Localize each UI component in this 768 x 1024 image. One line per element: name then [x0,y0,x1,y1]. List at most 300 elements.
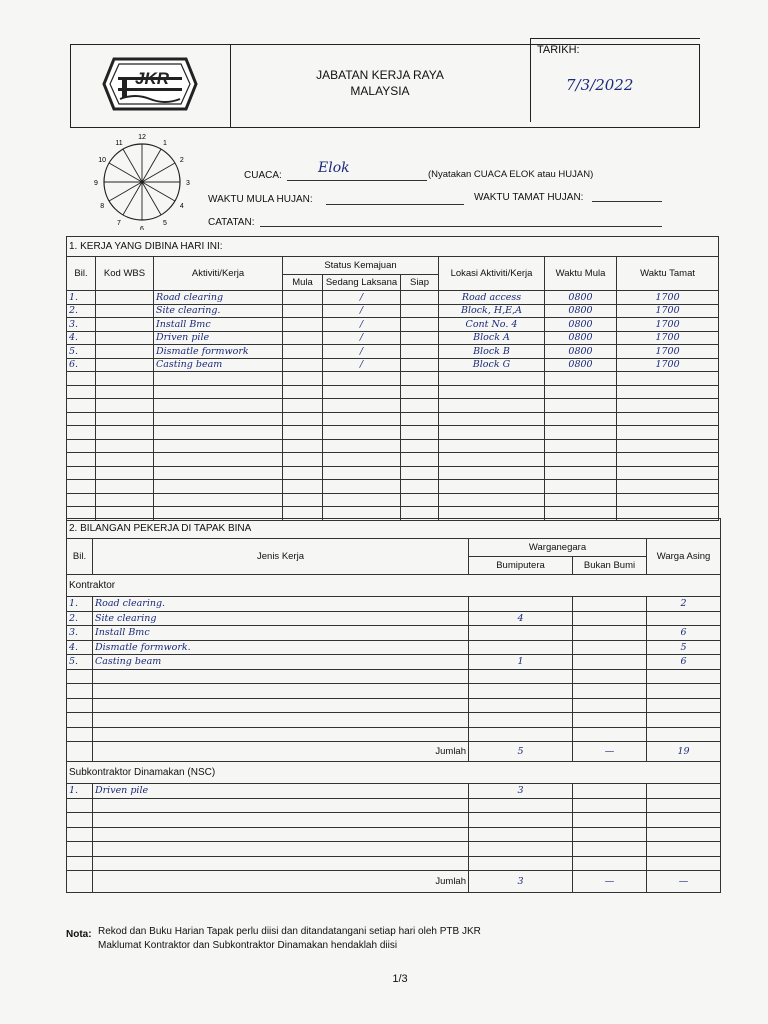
activity-cell-kod [96,426,154,440]
activity-row [67,426,719,440]
worker-cell-bukan [573,713,647,728]
activity-row [67,399,719,413]
worker-row [67,611,721,626]
activity-cell-wt [617,385,719,399]
nsc-total-bumi: 3 [469,871,573,893]
activity-cell-mula [283,291,323,305]
worker-cell-bil [67,798,93,813]
activity-cell-kod [96,466,154,480]
worker-cell-asing: 6 [647,626,721,641]
activity-row [67,291,719,305]
nsc-total-asing: — [647,871,721,893]
worker-cell-asing [647,798,721,813]
worker-cell-bumi [469,827,573,842]
worker-cell-bil [67,827,93,842]
col-bukan-bumi: Bukan Bumi [573,557,647,575]
activity-cell-siap [401,399,439,413]
col-aktiviti: Aktiviti/Kerja [154,257,283,291]
activity-cell-aktiviti: Dismatle formwork [154,345,283,359]
activity-cell-wt: 1700 [617,358,719,372]
activity-row [67,345,719,359]
agency-title-line2: MALAYSIA [350,84,410,98]
clock-spoke [142,149,161,182]
activity-cell-wt [617,466,719,480]
worker-cell-bil: 4. [67,640,93,655]
worker-row [67,856,721,871]
col-kod-wbs: Kod WBS [96,257,154,291]
activity-cell-kod [96,439,154,453]
clock-spoke [142,182,161,215]
worker-cell-asing [647,842,721,857]
activity-cell-wm [545,439,617,453]
nota-line2: Maklumat Kontraktor dan Subkontraktor Dinamakan hendaklah diisi [98,940,398,951]
activity-cell-bil: 1. [67,291,96,305]
agency-title-line1: JABATAN KERJA RAYA [316,68,444,82]
kontraktor-total-label: Jumlah [93,742,469,762]
activity-cell-lokasi [439,426,545,440]
worker-cell-jenis [93,798,469,813]
worker-cell-bil: 3. [67,626,93,641]
worker-cell-bil [67,856,93,871]
clock-number: 1 [163,140,167,148]
worker-cell-jenis [93,813,469,828]
activity-cell-aktiviti [154,385,283,399]
worker-cell-bukan [573,626,647,641]
activity-cell-wm [545,466,617,480]
jkr-logo-text: JKR [134,69,170,88]
col-siap: Siap [401,275,439,291]
activity-cell-siap [401,412,439,426]
activity-row [67,480,719,494]
activity-cell-siap [401,493,439,507]
worker-row [67,842,721,857]
activity-cell-bil [67,439,96,453]
activity-cell-wt: 1700 [617,331,719,345]
worker-cell-jenis [93,698,469,713]
worker-cell-bukan [573,597,647,612]
activity-cell-aktiviti: Casting beam [154,358,283,372]
rain-end-label: WAKTU TAMAT HUJAN: [474,192,584,203]
worker-cell-asing [647,784,721,799]
activity-cell-mula [283,480,323,494]
activity-cell-wt: 1700 [617,345,719,359]
worker-cell-bil: 5. [67,655,93,670]
activity-cell-wm [545,453,617,467]
activity-cell-lokasi [439,453,545,467]
activity-cell-wt: 1700 [617,318,719,332]
activity-cell-bil: 6. [67,358,96,372]
col-warganegara: Warganegara [469,539,647,557]
activity-cell-wt: 1700 [617,291,719,305]
worker-cell-jenis: Site clearing [93,611,469,626]
notes-label: CATATAN: [208,217,255,228]
cuaca-label: CUACA: [244,170,282,181]
clock-number: 4 [179,203,184,210]
activity-row [67,304,719,318]
worker-cell-bumi [469,684,573,699]
clock-number: 11 [115,140,123,148]
worker-cell-bumi: 4 [469,611,573,626]
worker-cell-bukan [573,669,647,684]
worker-row [67,669,721,684]
activity-cell-kod [96,345,154,359]
activity-cell-kod [96,493,154,507]
worker-cell-jenis [93,856,469,871]
activity-cell-siap [401,426,439,440]
activity-cell-kod [96,453,154,467]
worker-cell-asing [647,827,721,842]
worker-cell-bumi [469,698,573,713]
activity-cell-siap [401,331,439,345]
activity-cell-sedang [323,493,401,507]
worker-cell-bil [67,698,93,713]
worker-cell-asing [647,713,721,728]
activity-cell-aktiviti [154,372,283,386]
activity-cell-aktiviti [154,412,283,426]
activity-cell-mula [283,493,323,507]
activity-cell-wt [617,453,719,467]
activity-cell-sedang [323,426,401,440]
worker-cell-jenis: Driven pile [93,784,469,799]
worker-row [67,626,721,641]
activity-cell-bil: 2. [67,304,96,318]
worker-cell-asing [647,813,721,828]
activity-cell-siap [401,345,439,359]
worker-cell-bil [67,684,93,699]
activity-cell-kod [96,318,154,332]
activity-cell-wt [617,426,719,440]
activity-cell-sedang [323,439,401,453]
worker-cell-bil [67,669,93,684]
activity-cell-lokasi: Road access [439,291,545,305]
activity-cell-lokasi [439,399,545,413]
activity-cell-aktiviti [154,439,283,453]
worker-cell-jenis [93,842,469,857]
worker-row [67,713,721,728]
worker-row [67,727,721,742]
col-mula: Mula [283,275,323,291]
kontraktor-total-asing: 19 [647,742,721,762]
activity-cell-bil: 4. [67,331,96,345]
activity-cell-mula [283,385,323,399]
activity-cell-mula [283,345,323,359]
col-waktu-tamat: Waktu Tamat [617,257,719,291]
worker-cell-jenis [93,727,469,742]
activity-cell-wm: 0800 [545,358,617,372]
worker-cell-asing [647,684,721,699]
worker-cell-bukan [573,655,647,670]
activity-cell-kod [96,385,154,399]
cuaca-value: Elok [318,160,350,176]
activity-cell-mula [283,439,323,453]
activity-cell-siap [401,358,439,372]
worker-cell-jenis: Casting beam [93,655,469,670]
activity-cell-kod [96,358,154,372]
worker-cell-jenis: Dismatle formwork. [93,640,469,655]
activity-cell-siap [401,480,439,494]
rain-start-label: WAKTU MULA HUJAN: [208,194,313,205]
activity-cell-wm [545,399,617,413]
activity-cell-wt [617,399,719,413]
activity-cell-kod [96,399,154,413]
activity-cell-kod [96,331,154,345]
worker-cell-bumi [469,798,573,813]
kontraktor-total-bumi: 5 [469,742,573,762]
kontraktor-label: Kontraktor [67,575,721,597]
clock-number: 2 [179,157,184,164]
activity-cell-lokasi [439,439,545,453]
activity-cell-wm: 0800 [545,318,617,332]
worker-cell-jenis [93,827,469,842]
activity-cell-aktiviti [154,426,283,440]
activity-cell-wt [617,372,719,386]
activity-cell-mula [283,412,323,426]
activity-cell-siap [401,453,439,467]
activity-row [67,385,719,399]
worker-cell-bil: 1. [67,597,93,612]
nota-label: Nota: [66,929,92,940]
activity-cell-bil [67,385,96,399]
worker-cell-asing: 6 [647,655,721,670]
section2-title: 2. BILANGAN PEKERJA DI TAPAK BINA [67,519,721,539]
col-lokasi: Lokasi Aktiviti/Kerja [439,257,545,291]
activity-cell-wm: 0800 [545,331,617,345]
activity-cell-sedang: / [323,291,401,305]
activity-cell-lokasi [439,385,545,399]
clock-spoke [123,182,142,215]
worker-row [67,684,721,699]
clock-number: 3 [186,180,190,187]
cuaca-line [287,180,427,181]
activity-cell-aktiviti: Site clearing. [154,304,283,318]
notes-line [260,226,662,227]
worker-row [67,798,721,813]
activity-cell-bil [67,372,96,386]
activity-cell-sedang: / [323,345,401,359]
worker-cell-asing [647,727,721,742]
activity-cell-wm [545,385,617,399]
worker-cell-bil [67,842,93,857]
activity-cell-kod [96,480,154,494]
date-value: 7/3/2022 [566,76,634,94]
worker-cell-bukan [573,842,647,857]
col-waktu-mula: Waktu Mula [545,257,617,291]
worker-cell-bukan [573,698,647,713]
activity-cell-bil [67,480,96,494]
col-jenis-kerja: Jenis Kerja [93,539,469,575]
activity-cell-wt [617,493,719,507]
activity-cell-wm [545,493,617,507]
worker-row [67,655,721,670]
activity-cell-wt [617,480,719,494]
activity-cell-lokasi: Block A [439,331,545,345]
activity-cell-wm [545,426,617,440]
jkr-logo [100,55,200,113]
clock-spoke [142,182,175,201]
worker-row [67,813,721,828]
activity-row [67,372,719,386]
activity-cell-wt [617,439,719,453]
activity-cell-wm [545,412,617,426]
worker-cell-bumi [469,813,573,828]
worker-cell-bil [67,713,93,728]
activity-cell-mula [283,426,323,440]
activity-cell-siap [401,318,439,332]
date-label: TARIKH: [537,44,580,56]
activity-cell-kod [96,304,154,318]
worker-cell-bumi [469,842,573,857]
activity-cell-kod [96,372,154,386]
clock-spoke [109,163,142,182]
activity-cell-mula [283,304,323,318]
activity-cell-sedang [323,372,401,386]
activity-cell-mula [283,358,323,372]
activity-cell-siap [401,304,439,318]
activity-cell-bil: 3. [67,318,96,332]
clock-number: 12 [138,134,146,141]
worker-cell-asing [647,856,721,871]
worker-cell-jenis [93,713,469,728]
activity-cell-sedang [323,385,401,399]
activity-cell-mula [283,331,323,345]
worker-cell-bukan [573,856,647,871]
activity-cell-sedang [323,466,401,480]
activity-cell-aktiviti [154,399,283,413]
clock-spoke [142,163,175,182]
nsc-label: Subkontraktor Dinamakan (NSC) [67,762,721,784]
activity-cell-bil: 5. [67,345,96,359]
activity-cell-sedang: / [323,358,401,372]
worker-cell-bil [67,813,93,828]
nsc-total-bukan: — [573,871,647,893]
activity-cell-lokasi [439,466,545,480]
worker-cell-bukan [573,813,647,828]
worker-row [67,827,721,842]
activity-cell-lokasi [439,412,545,426]
worker-cell-bukan [573,640,647,655]
activity-cell-sedang [323,412,401,426]
activity-cell-wm: 0800 [545,304,617,318]
worker-row [67,640,721,655]
col-warga-asing: Warga Asing [647,539,721,575]
col-bil-2: Bil. [67,539,93,575]
activity-cell-sedang: / [323,331,401,345]
activity-row [67,412,719,426]
worker-cell-bukan [573,684,647,699]
activity-row [67,318,719,332]
activity-cell-bil [67,399,96,413]
activity-cell-siap [401,439,439,453]
activity-row [67,358,719,372]
activity-cell-bil [67,493,96,507]
worker-cell-bumi [469,727,573,742]
worker-row [67,597,721,612]
rain-end-line [592,201,662,202]
clock-spoke [123,149,142,182]
worker-cell-jenis: Install Bmc [93,626,469,641]
activity-cell-kod [96,412,154,426]
clock-spoke [109,182,142,201]
activity-cell-wm [545,372,617,386]
activity-row [67,331,719,345]
worker-cell-asing [647,698,721,713]
activity-cell-wm [545,480,617,494]
worker-row [67,698,721,713]
clock-number: 6 [140,226,144,230]
worker-cell-asing: 5 [647,640,721,655]
worker-cell-jenis [93,684,469,699]
activity-row [67,439,719,453]
worker-cell-bumi [469,713,573,728]
activity-cell-siap [401,372,439,386]
col-sedang-laksana: Sedang Laksana [323,275,401,291]
page-number: 1/3 [392,973,408,985]
activity-cell-siap [401,466,439,480]
activity-cell-sedang [323,480,401,494]
activity-cell-mula [283,318,323,332]
activity-cell-sedang [323,453,401,467]
activity-cell-lokasi: Block B [439,345,545,359]
activity-cell-kod [96,291,154,305]
cuaca-note: (Nyatakan CUACA ELOK atau HUJAN) [428,169,594,180]
clock-number: 7 [117,219,121,227]
activity-cell-wt [617,412,719,426]
work-activity-table [66,236,719,521]
activity-cell-mula [283,372,323,386]
worker-cell-bukan [573,727,647,742]
workers-table [66,518,721,893]
worker-cell-jenis [93,669,469,684]
clock-number: 5 [163,219,167,227]
worker-cell-bumi [469,856,573,871]
activity-cell-aktiviti: Road clearing [154,291,283,305]
worker-cell-bil: 2. [67,611,93,626]
activity-cell-aktiviti: Driven pile [154,331,283,345]
activity-cell-sedang: / [323,304,401,318]
activity-cell-mula [283,399,323,413]
weather-clock-diagram [82,130,202,230]
clock-number: 8 [100,203,105,210]
activity-cell-aktiviti [154,480,283,494]
activity-cell-sedang [323,399,401,413]
activity-cell-wm: 0800 [545,345,617,359]
clock-number: 10 [98,157,107,164]
worker-cell-bukan [573,784,647,799]
activity-cell-wt: 1700 [617,304,719,318]
worker-cell-asing [647,611,721,626]
activity-cell-lokasi: Cont No. 4 [439,318,545,332]
rain-start-line [326,204,464,205]
activity-row [67,493,719,507]
worker-cell-bukan [573,827,647,842]
worker-cell-bukan [573,611,647,626]
activity-cell-lokasi: Block G [439,358,545,372]
activity-row [67,466,719,480]
worker-cell-bil [67,727,93,742]
nsc-total-label: Jumlah [93,871,469,893]
worker-cell-bumi [469,640,573,655]
activity-cell-bil [67,426,96,440]
col-status-kemajuan: Status Kemajuan [283,257,439,275]
activity-cell-lokasi: Block, H,E,A [439,304,545,318]
worker-cell-bukan [573,798,647,813]
kontraktor-total-bukan: — [573,742,647,762]
activity-cell-wm: 0800 [545,291,617,305]
activity-cell-lokasi [439,480,545,494]
clock-number: 9 [94,180,98,187]
activity-cell-sedang: / [323,318,401,332]
activity-cell-lokasi [439,372,545,386]
